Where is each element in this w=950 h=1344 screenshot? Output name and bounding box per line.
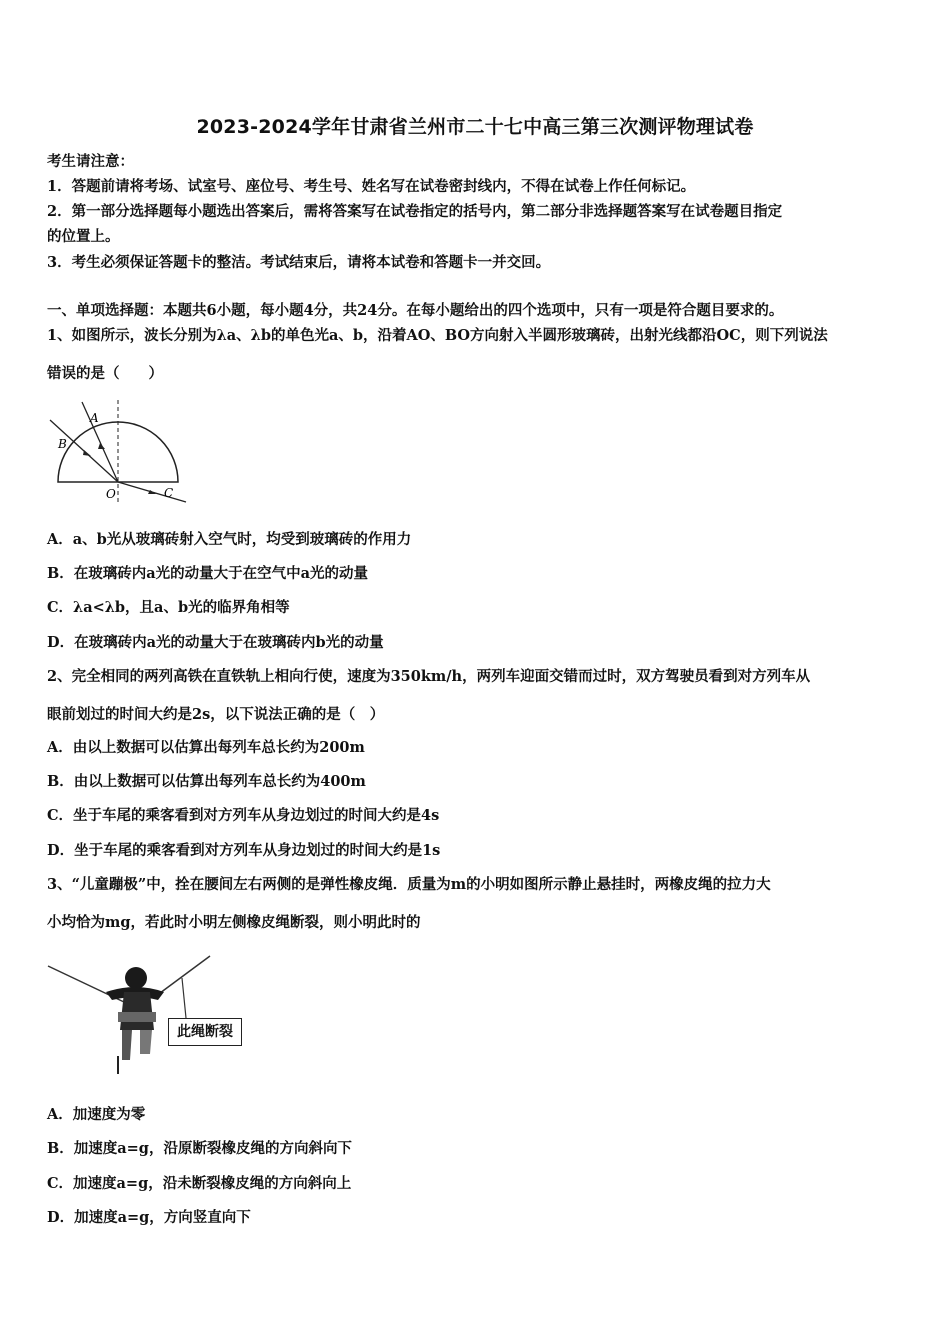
- q1-option-a: A．a、b光从玻璃砖射入空气时，均受到玻璃砖的作用力: [47, 531, 412, 548]
- q3-stem-line2: 小均恰为mg，若此时小明左侧橡皮绳断裂，则小明此时的: [47, 914, 421, 931]
- notice-item: 3．考生必须保证答题卡的整洁。考试结束后，请将本试卷和答题卡一并交回。: [47, 254, 551, 271]
- q2-stem-line2: 眼前划过的时间大约是2s，以下说法正确的是（ ）: [47, 706, 385, 723]
- label-a: A: [90, 411, 99, 425]
- child-leg-left: [122, 1030, 132, 1060]
- label-o: O: [106, 487, 116, 501]
- q3-option-c: C．加速度a=g，沿未断裂橡皮绳的方向斜向上: [47, 1175, 352, 1192]
- child-body: [120, 992, 154, 1030]
- q1-semicircle-figure: [46, 398, 196, 510]
- q3-option-d: D．加速度a=g，方向竖直向下: [47, 1209, 251, 1226]
- q3-option-a: A．加速度为零: [47, 1106, 146, 1123]
- page-title: 2023-2024学年甘肃省兰州市二十七中高三第三次测评物理试卷: [196, 116, 754, 138]
- q2-stem-line1: 2、完全相同的两列高铁在直铁轨上相向行使，速度为350km/h，两列车迎面交错而过时，双方驾驶员看到对方列车从: [47, 668, 811, 685]
- q1-option-c: C．λa<λb，且a、b光的临界角相等: [47, 599, 290, 616]
- notice-item: 1．答题前请将考场、试室号、座位号、考生号、姓名写在试卷密封线内，不得在试卷上作任何标记。: [47, 178, 696, 195]
- q1-option-b: B．在玻璃砖内a光的动量大于在空气中a光的动量: [47, 565, 369, 582]
- caption-pointer: [182, 978, 186, 1018]
- q2-option-b: B．由以上数据可以估算出每列车总长约为400m: [47, 773, 366, 790]
- figure-caption: 此绳断裂: [168, 1018, 242, 1046]
- q3-stem-line1: 3、“儿童蹦极”中，拴在腰间左右两侧的是弹性橡皮绳．质量为m的小明如图所示静止悬挂时，两橡皮绳的拉力大: [47, 876, 771, 893]
- q2-option-d: D．坐于车尾的乘客看到对方列车从身边划过的时间大约是1s: [47, 842, 441, 859]
- label-b: B: [58, 437, 67, 451]
- notice-heading: 考生请注意：: [47, 153, 134, 170]
- ray-a: [82, 402, 118, 482]
- notice-item: 2．第一部分选择题每小题选出答案后，需将答案写在试卷指定的括号内，第二部分非选择题答案写在试卷题目指定: [47, 203, 783, 220]
- q1-stem-line2: 错误的是（ ）: [47, 365, 163, 382]
- q3-option-b: B．加速度a=g，沿原断裂橡皮绳的方向斜向下: [47, 1140, 352, 1157]
- q1-stem-line1: 1、如图所示，波长分别为λa、λb的单色光a、b，沿着AO、BO方向射入半圆形玻璃砖，出射光线都沿OC，则下列说法: [47, 327, 828, 344]
- child-head: [125, 967, 147, 989]
- q2-option-c: C．坐于车尾的乘客看到对方列车从身边划过的时间大约是4s: [47, 807, 440, 824]
- section-heading: 一、单项选择题：本题共6小题，每小题4分，共24分。在每小题给出的四个选项中，只有一项是符合题目要求的。: [47, 302, 784, 319]
- q2-option-a: A．由以上数据可以估算出每列车总长约为200m: [47, 739, 365, 756]
- label-c: C: [164, 486, 174, 500]
- q1-option-d: D．在玻璃砖内a光的动量大于在玻璃砖内b光的动量: [47, 634, 384, 651]
- child-leg-right: [140, 1030, 152, 1054]
- q3-bungee-figure: [46, 952, 246, 1080]
- ray-b-arrow: [83, 450, 91, 456]
- harness: [118, 1012, 156, 1022]
- notice-item: 的位置上。: [47, 228, 120, 245]
